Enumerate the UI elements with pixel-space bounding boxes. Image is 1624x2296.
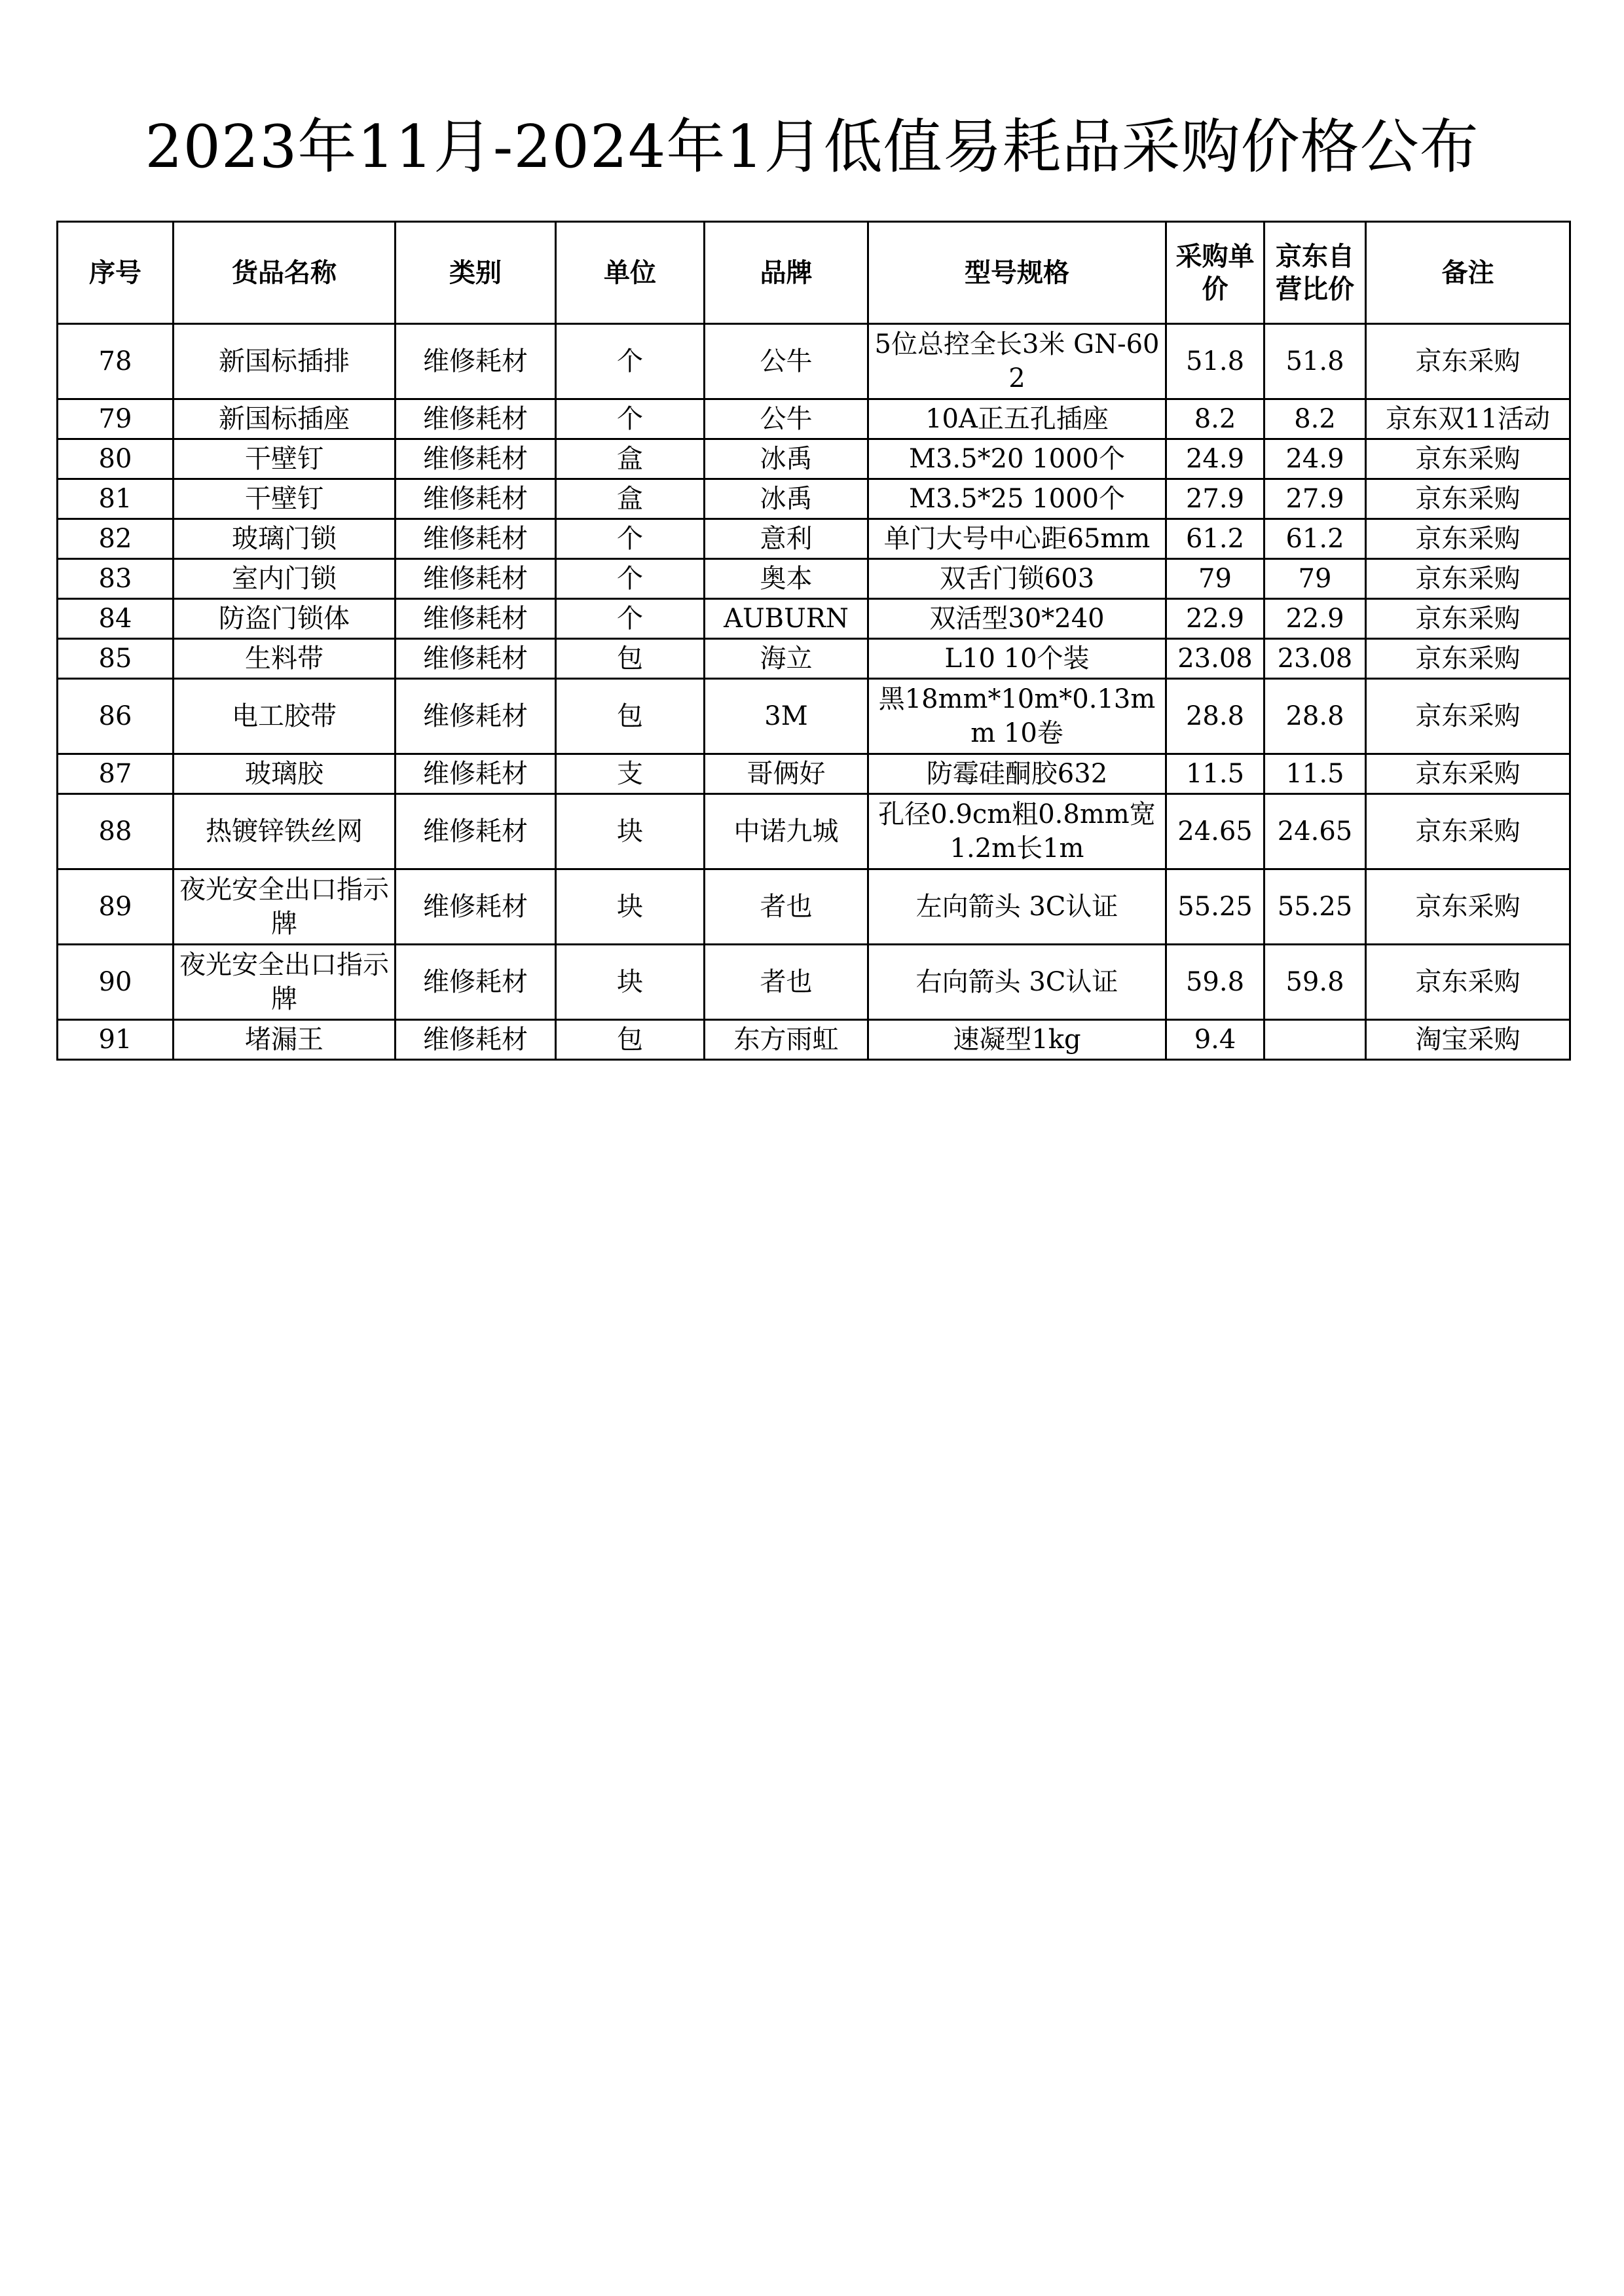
cell-price: 8.2	[1166, 399, 1264, 439]
cell-unit: 个	[556, 324, 705, 399]
table-row	[58, 869, 1570, 945]
header-name: 货品名称	[174, 222, 396, 324]
cell-spec: 右向箭头 3C认证	[868, 945, 1166, 1020]
cell-jd-price: 61.2	[1264, 519, 1366, 559]
cell-category: 维修耗材	[396, 869, 556, 945]
cell-category: 维修耗材	[396, 519, 556, 559]
cell-no: 80	[58, 439, 174, 479]
cell-price: 27.9	[1166, 479, 1264, 519]
header-category: 类别	[396, 222, 556, 324]
cell-spec: 双舌门锁603	[868, 559, 1166, 599]
cell-unit: 支	[556, 754, 705, 794]
cell-remark: 京东双11活动	[1366, 399, 1570, 439]
cell-jd-price: 51.8	[1264, 324, 1366, 399]
cell-no: 84	[58, 599, 174, 639]
header-unit: 单位	[556, 222, 705, 324]
cell-no: 87	[58, 754, 174, 794]
table-row	[58, 439, 1570, 479]
cell-remark: 京东采购	[1366, 559, 1570, 599]
table-row	[58, 1020, 1570, 1060]
cell-category: 维修耗材	[396, 599, 556, 639]
table-row	[58, 945, 1570, 1020]
cell-brand: 公牛	[705, 399, 868, 439]
table-row	[58, 559, 1570, 599]
cell-name: 夜光安全出口指示牌	[174, 945, 396, 1020]
table-row	[58, 519, 1570, 559]
cell-remark: 京东采购	[1366, 945, 1570, 1020]
cell-name: 室内门锁	[174, 559, 396, 599]
cell-name: 防盗门锁体	[174, 599, 396, 639]
cell-category: 维修耗材	[396, 794, 556, 869]
table-row	[58, 479, 1570, 519]
table-row	[58, 679, 1570, 754]
header-price: 采购单价	[1166, 222, 1264, 324]
cell-name: 夜光安全出口指示牌	[174, 869, 396, 945]
cell-no: 79	[58, 399, 174, 439]
cell-brand: 东方雨虹	[705, 1020, 868, 1060]
cell-spec: 黑18mm*10m*0.13mm 10卷	[868, 679, 1166, 754]
cell-spec: M3.5*20 1000个	[868, 439, 1166, 479]
cell-name: 干壁钉	[174, 479, 396, 519]
cell-unit: 盒	[556, 479, 705, 519]
cell-spec: 单门大号中心距65mm	[868, 519, 1166, 559]
cell-category: 维修耗材	[396, 399, 556, 439]
cell-unit: 个	[556, 559, 705, 599]
cell-remark: 京东采购	[1366, 599, 1570, 639]
header-spec: 型号规格	[868, 222, 1166, 324]
cell-no: 83	[58, 559, 174, 599]
cell-unit: 个	[556, 399, 705, 439]
cell-brand: 中诺九城	[705, 794, 868, 869]
cell-name: 电工胶带	[174, 679, 396, 754]
cell-no: 82	[58, 519, 174, 559]
table-row	[58, 639, 1570, 679]
cell-jd-price: 24.9	[1264, 439, 1366, 479]
table-row	[58, 794, 1570, 869]
table-row	[58, 599, 1570, 639]
cell-no: 81	[58, 479, 174, 519]
cell-name: 新国标插排	[174, 324, 396, 399]
cell-brand: 海立	[705, 639, 868, 679]
page-title: 2023年11月-2024年1月低值易耗品采购价格公布	[145, 113, 1479, 181]
cell-brand: 冰禹	[705, 479, 868, 519]
cell-remark: 京东采购	[1366, 479, 1570, 519]
cell-remark: 京东采购	[1366, 519, 1570, 559]
cell-unit: 块	[556, 945, 705, 1020]
cell-remark: 京东采购	[1366, 754, 1570, 794]
cell-brand: 者也	[705, 945, 868, 1020]
cell-price: 22.9	[1166, 599, 1264, 639]
table-row	[58, 324, 1570, 399]
cell-brand: 哥俩好	[705, 754, 868, 794]
cell-name: 热镀锌铁丝网	[174, 794, 396, 869]
cell-brand: 意利	[705, 519, 868, 559]
table-row	[58, 399, 1570, 439]
cell-jd-price: 24.65	[1264, 794, 1366, 869]
table-header-row	[58, 222, 1570, 324]
cell-price: 79	[1166, 559, 1264, 599]
header-brand: 品牌	[705, 222, 868, 324]
cell-remark: 京东采购	[1366, 679, 1570, 754]
cell-name: 玻璃胶	[174, 754, 396, 794]
cell-price: 61.2	[1166, 519, 1264, 559]
cell-spec: 防霉硅酮胶632	[868, 754, 1166, 794]
cell-remark: 京东采购	[1366, 794, 1570, 869]
price-table	[56, 221, 1571, 1061]
cell-remark: 京东采购	[1366, 869, 1570, 945]
cell-price: 24.65	[1166, 794, 1264, 869]
cell-name: 玻璃门锁	[174, 519, 396, 559]
cell-name: 新国标插座	[174, 399, 396, 439]
cell-category: 维修耗材	[396, 479, 556, 519]
cell-unit: 个	[556, 519, 705, 559]
cell-category: 维修耗材	[396, 679, 556, 754]
cell-category: 维修耗材	[396, 439, 556, 479]
cell-category: 维修耗材	[396, 1020, 556, 1060]
cell-spec: 5位总控全长3米 GN-602	[868, 324, 1166, 399]
cell-no: 89	[58, 869, 174, 945]
table-row	[58, 754, 1570, 794]
cell-jd-price: 8.2	[1264, 399, 1366, 439]
cell-spec: 左向箭头 3C认证	[868, 869, 1166, 945]
cell-brand: 冰禹	[705, 439, 868, 479]
cell-brand: 公牛	[705, 324, 868, 399]
cell-name: 堵漏王	[174, 1020, 396, 1060]
cell-price: 55.25	[1166, 869, 1264, 945]
cell-no: 78	[58, 324, 174, 399]
cell-name: 干壁钉	[174, 439, 396, 479]
cell-spec: M3.5*25 1000个	[868, 479, 1166, 519]
cell-category: 维修耗材	[396, 754, 556, 794]
cell-category: 维修耗材	[396, 639, 556, 679]
cell-price: 9.4	[1166, 1020, 1264, 1060]
cell-name: 生料带	[174, 639, 396, 679]
cell-jd-price: 55.25	[1264, 869, 1366, 945]
cell-spec: 10A正五孔插座	[868, 399, 1166, 439]
cell-category: 维修耗材	[396, 559, 556, 599]
cell-brand: AUBURN	[705, 599, 868, 639]
header-no: 序号	[58, 222, 174, 324]
cell-spec: 速凝型1kg	[868, 1020, 1166, 1060]
cell-remark: 京东采购	[1366, 324, 1570, 399]
cell-jd-price: 22.9	[1264, 599, 1366, 639]
cell-brand: 者也	[705, 869, 868, 945]
cell-unit: 盒	[556, 439, 705, 479]
cell-brand: 奥本	[705, 559, 868, 599]
cell-category: 维修耗材	[396, 324, 556, 399]
cell-unit: 个	[556, 599, 705, 639]
cell-no: 90	[58, 945, 174, 1020]
cell-no: 88	[58, 794, 174, 869]
cell-jd-price: 27.9	[1264, 479, 1366, 519]
cell-unit: 块	[556, 794, 705, 869]
cell-remark: 京东采购	[1366, 639, 1570, 679]
cell-unit: 包	[556, 1020, 705, 1060]
header-remark: 备注	[1366, 222, 1570, 324]
cell-price: 24.9	[1166, 439, 1264, 479]
header-jd-price: 京东自营比价	[1264, 222, 1366, 324]
cell-unit: 包	[556, 679, 705, 754]
cell-price: 28.8	[1166, 679, 1264, 754]
cell-spec: 双活型30*240	[868, 599, 1166, 639]
cell-no: 91	[58, 1020, 174, 1060]
cell-no: 85	[58, 639, 174, 679]
cell-jd-price: 28.8	[1264, 679, 1366, 754]
cell-no: 86	[58, 679, 174, 754]
cell-unit: 块	[556, 869, 705, 945]
cell-brand: 3M	[705, 679, 868, 754]
cell-remark: 京东采购	[1366, 439, 1570, 479]
cell-price: 23.08	[1166, 639, 1264, 679]
cell-jd-price: 23.08	[1264, 639, 1366, 679]
cell-price: 51.8	[1166, 324, 1264, 399]
cell-remark: 淘宝采购	[1366, 1020, 1570, 1060]
cell-price: 59.8	[1166, 945, 1264, 1020]
cell-spec: L10 10个装	[868, 639, 1166, 679]
cell-spec: 孔径0.9cm粗0.8mm宽1.2m长1m	[868, 794, 1166, 869]
cell-jd-price: 79	[1264, 559, 1366, 599]
cell-jd-price: 11.5	[1264, 754, 1366, 794]
cell-price: 11.5	[1166, 754, 1264, 794]
cell-jd-price: 59.8	[1264, 945, 1366, 1020]
cell-category: 维修耗材	[396, 945, 556, 1020]
cell-jd-price	[1264, 1020, 1366, 1060]
cell-unit: 包	[556, 639, 705, 679]
